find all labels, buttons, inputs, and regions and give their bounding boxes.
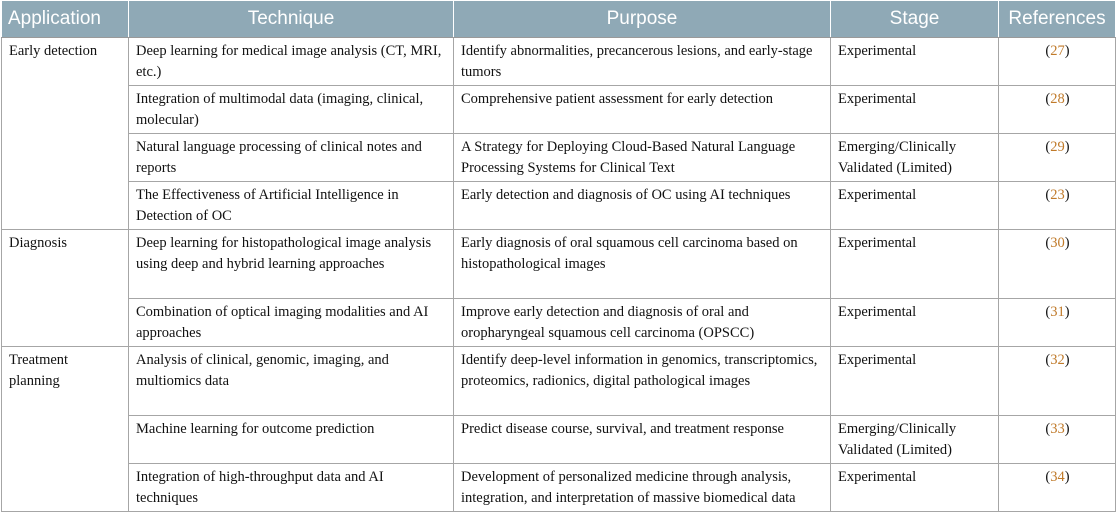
reference-link[interactable]: 33 — [1050, 421, 1065, 437]
purpose-cell: Early diagnosis of oral squamous cell carcinoma based on histopathological images — [454, 230, 831, 299]
reference-link[interactable]: 34 — [1050, 469, 1065, 485]
reference-link[interactable]: 29 — [1050, 139, 1065, 155]
header-stage: Stage — [831, 1, 999, 38]
header-references: References — [999, 1, 1116, 38]
technique-cell: Deep learning for medical image analysis (CT, MRI, etc.) — [129, 38, 454, 86]
technique-cell: Machine learning for outcome prediction — [129, 416, 454, 464]
reference-link[interactable]: 31 — [1050, 304, 1065, 320]
stage-cell: Experimental — [831, 86, 999, 134]
reference-cell: (34) — [999, 464, 1116, 512]
technique-cell: Analysis of clinical, genomic, imaging, and multiomics data — [129, 347, 454, 416]
stage-cell: Experimental — [831, 38, 999, 86]
reference-link[interactable]: 30 — [1050, 235, 1065, 251]
table-row — [2, 347, 1116, 416]
table-row — [2, 464, 1116, 512]
purpose-cell: Identify abnormalities, precancerous lesions, and early-stage tumors — [454, 38, 831, 86]
stage-cell: Experimental — [831, 230, 999, 299]
stage-cell: Experimental — [831, 299, 999, 347]
stage-cell: Experimental — [831, 464, 999, 512]
table-row — [2, 182, 1116, 230]
header-technique: Technique — [129, 1, 454, 38]
reference-link[interactable]: 23 — [1050, 187, 1065, 203]
purpose-cell: A Strategy for Deploying Cloud-Based Natural Language Processing Systems for Clinical Text — [454, 134, 831, 182]
technique-cell: The Effectiveness of Artificial Intelligence in Detection of OC — [129, 182, 454, 230]
technique-cell: Integration of multimodal data (imaging, clinical, molecular) — [129, 86, 454, 134]
stage-cell: Emerging/Clinically Validated (Limited) — [831, 134, 999, 182]
reference-cell: (23) — [999, 182, 1116, 230]
stage-cell: Emerging/Clinically Validated (Limited) — [831, 416, 999, 464]
stage-cell: Experimental — [831, 347, 999, 416]
header-purpose: Purpose — [454, 1, 831, 38]
reference-cell: (28) — [999, 86, 1116, 134]
technique-cell: Integration of high-throughput data and AI techniques — [129, 464, 454, 512]
application-cell: Diagnosis — [2, 230, 129, 347]
reference-cell: (30) — [999, 230, 1116, 299]
reference-cell: (27) — [999, 38, 1116, 86]
purpose-cell: Comprehensive patient assessment for early detection — [454, 86, 831, 134]
table-row — [2, 230, 1116, 299]
technique-cell: Natural language processing of clinical notes and reports — [129, 134, 454, 182]
application-cell: Early detection — [2, 38, 129, 230]
technique-cell: Combination of optical imaging modalities and AI approaches — [129, 299, 454, 347]
stage-cell: Experimental — [831, 182, 999, 230]
header-application: Application — [2, 1, 129, 38]
reference-cell: (29) — [999, 134, 1116, 182]
purpose-cell: Development of personalized medicine through analysis, integration, and interpretation of massive biomedical data — [454, 464, 831, 512]
application-cell: Treatment planning — [2, 347, 129, 512]
purpose-cell: Early detection and diagnosis of OC using AI techniques — [454, 182, 831, 230]
technique-cell: Deep learning for histopathological image analysis using deep and hybrid learning approaches — [129, 230, 454, 299]
reference-link[interactable]: 28 — [1050, 91, 1065, 107]
table-row — [2, 416, 1116, 464]
purpose-cell: Identify deep-level information in genomics, transcriptomics, proteomics, radionics, digital pathological images — [454, 347, 831, 416]
reference-link[interactable]: 32 — [1050, 352, 1065, 368]
ai-applications-table — [1, 0, 1116, 512]
table-row — [2, 86, 1116, 134]
table-row — [2, 134, 1116, 182]
reference-cell: (31) — [999, 299, 1116, 347]
table-row — [2, 38, 1116, 86]
purpose-cell: Improve early detection and diagnosis of oral and oropharyngeal squamous cell carcinoma (OPSCC) — [454, 299, 831, 347]
table-row — [2, 299, 1116, 347]
reference-link[interactable]: 27 — [1050, 43, 1065, 59]
header-row — [2, 1, 1116, 38]
purpose-cell: Predict disease course, survival, and treatment response — [454, 416, 831, 464]
reference-cell: (33) — [999, 416, 1116, 464]
reference-cell: (32) — [999, 347, 1116, 416]
